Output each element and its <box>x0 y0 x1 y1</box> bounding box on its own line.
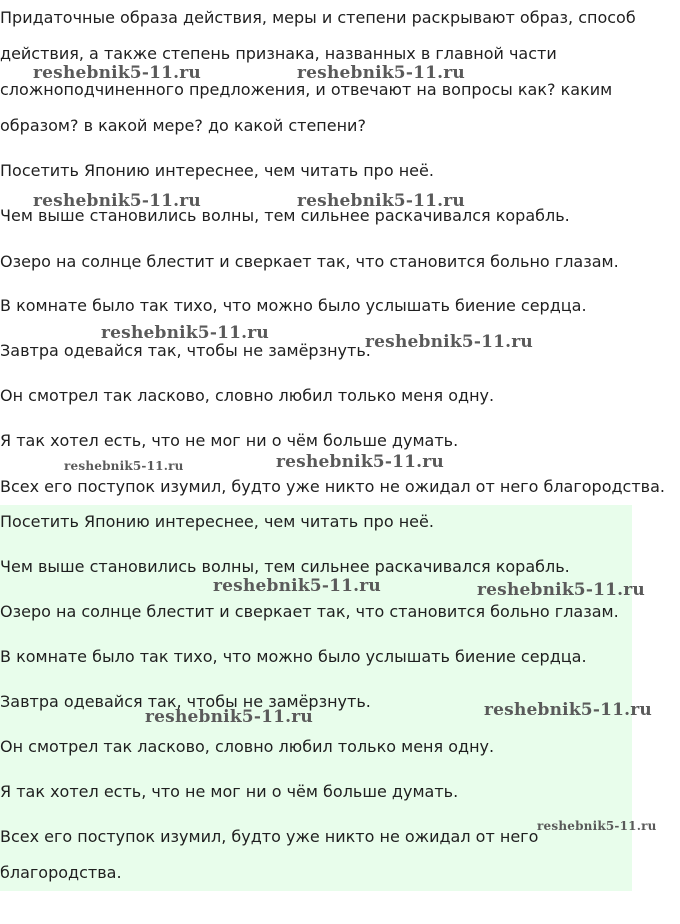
example-sentence: Я так хотел есть, что не мог ни о чём больше думать. <box>0 431 459 450</box>
watermark: reshebnik5-11.ru <box>33 63 201 83</box>
watermark: reshebnik5-11.ru <box>297 191 465 211</box>
example-sentence: Всех его поступок изумил, будто уже никто не ожидал от него благородства. <box>0 477 665 496</box>
watermark: reshebnik5-11.ru <box>145 707 313 727</box>
intro-line: действия, а также степень признака, названных в главной части <box>0 44 557 63</box>
answer-sentence: Посетить Японию интереснее, чем читать про неё. <box>0 512 434 531</box>
example-sentence: Посетить Японию интереснее, чем читать про неё. <box>0 161 434 180</box>
watermark: reshebnik5-11.ru <box>33 191 201 211</box>
watermark: reshebnik5-11.ru <box>537 819 657 833</box>
answer-sentence: благородства. <box>0 863 122 882</box>
example-sentence: В комнате было так тихо, что можно было услышать биение сердца. <box>0 296 587 315</box>
example-sentence: Озеро на солнце блестит и сверкает так, что становится больно глазам. <box>0 252 619 271</box>
answer-sentence: Озеро на солнце блестит и сверкает так, что становится больно глазам. <box>0 602 619 621</box>
intro-line: образом? в какой мере? до какой степени? <box>0 116 366 135</box>
watermark: reshebnik5-11.ru <box>484 700 652 720</box>
intro-line: сложноподчиненного предложения, и отвечают на вопросы как? каким <box>0 80 613 99</box>
example-sentence: Завтра одевайся так, чтобы не замёрзнуть. <box>0 341 371 360</box>
example-sentence: Он смотрел так ласково, словно любил только меня одну. <box>0 386 495 405</box>
watermark: reshebnik5-11.ru <box>101 323 269 343</box>
answer-sentence: Чем выше становились волны, тем сильнее раскачивался корабль. <box>0 557 570 576</box>
watermark: reshebnik5-11.ru <box>276 452 444 472</box>
intro-line: Придаточные образа действия, меры и степени раскрывают образ, способ <box>0 8 636 27</box>
watermark: reshebnik5-11.ru <box>213 576 381 596</box>
answer-sentence: Я так хотел есть, что не мог ни о чём больше думать. <box>0 782 459 801</box>
answer-sentence: Завтра одевайся так, чтобы не замёрзнуть. <box>0 692 371 711</box>
watermark: reshebnik5-11.ru <box>477 580 645 600</box>
answer-sentence: Он смотрел так ласково, словно любил только меня одну. <box>0 737 495 756</box>
example-sentence: Чем выше становились волны, тем сильнее раскачивался корабль. <box>0 206 570 225</box>
watermark: reshebnik5-11.ru <box>64 459 184 473</box>
watermark: reshebnik5-11.ru <box>365 332 533 352</box>
answer-sentence: В комнате было так тихо, что можно было услышать биение сердца. <box>0 647 587 666</box>
watermark: reshebnik5-11.ru <box>297 63 465 83</box>
answer-sentence: Всех его поступок изумил, будто уже никто не ожидал от него <box>0 827 539 846</box>
